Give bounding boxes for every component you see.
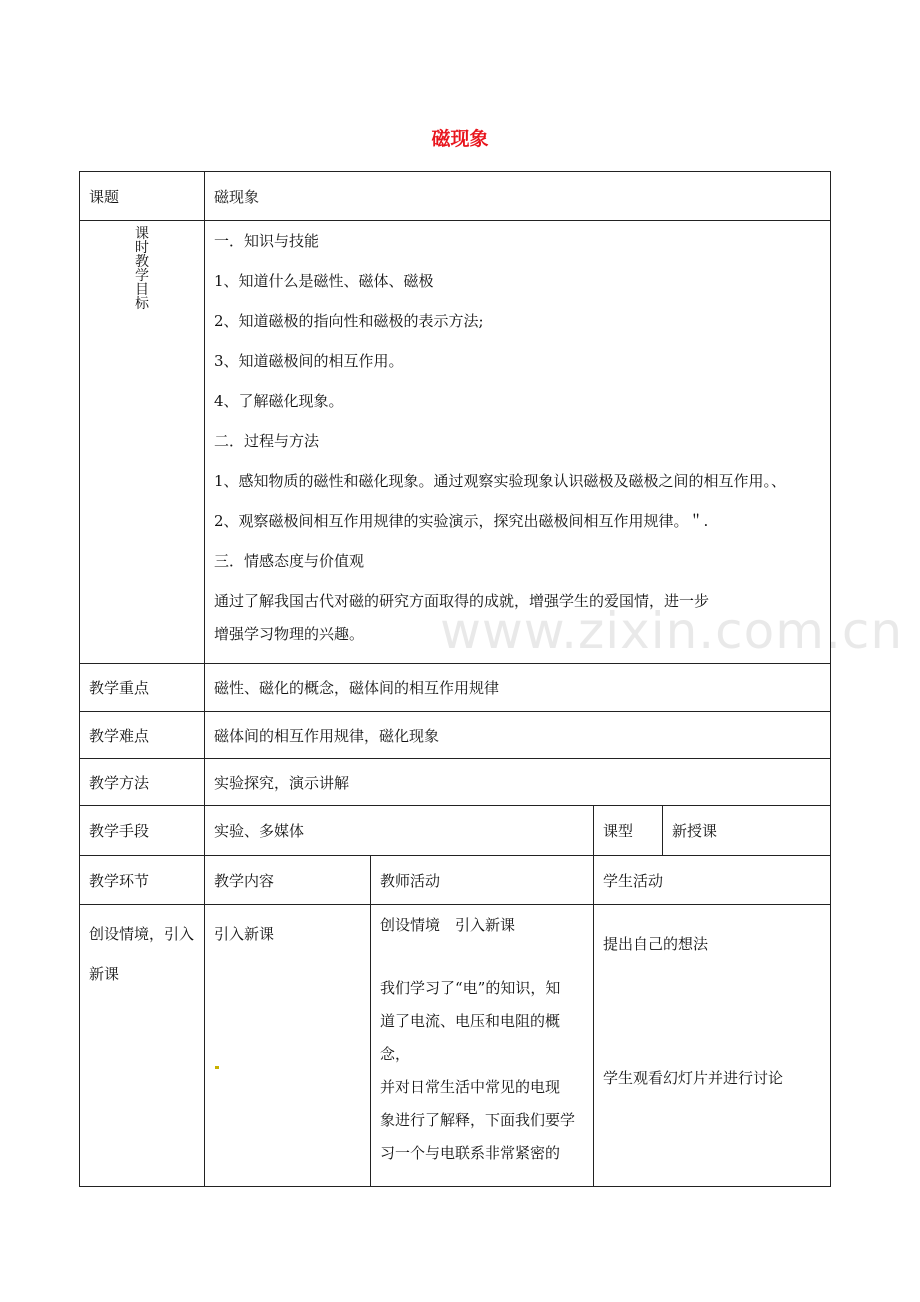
means-label: 教学手段 — [80, 806, 205, 856]
teacher-line: 并对日常生活中常见的电现 — [380, 1078, 561, 1096]
row-methods — [80, 759, 831, 806]
row-topic — [80, 172, 831, 221]
topic-label: 课题 — [80, 172, 205, 221]
key-points-value: 磁性、磁化的概念，磁体间的相互作用规律 — [205, 664, 831, 712]
difficulties-label: 教学难点 — [80, 712, 205, 759]
row-header — [80, 856, 831, 905]
objective-line: 1、感知物质的磁性和磁化现象。通过观察实验现象认识磁极及磁极之间的相互作用。、 — [214, 472, 787, 490]
row-stage1 — [80, 905, 831, 1187]
objective-line: 2、观察磁极间相互作用规律的实验演示，探究出磁极间相互作用规律。＂. — [214, 512, 709, 530]
difficulties-value: 磁体间的相互作用规律，磁化现象 — [205, 712, 831, 759]
objectives-label: 课时教学目标 — [135, 226, 149, 312]
teacher-line: 我们学习了“电”的知识，知 — [380, 979, 561, 997]
header-content: 教学内容 — [205, 856, 371, 905]
topic-value: 磁现象 — [205, 172, 831, 221]
header-stage: 教学环节 — [80, 856, 205, 905]
header-student: 学生活动 — [594, 856, 831, 905]
objective-line: 通过了解我国古代对磁的研究方面取得的成就，增强学生的爱国情，进一步 — [214, 592, 710, 610]
stage1-content-cell — [205, 905, 371, 1187]
stage1-content: 引入新课 — [214, 925, 275, 943]
teacher-line: 象进行了解释，下面我们要学 — [380, 1111, 576, 1129]
mark-dot — [215, 1066, 219, 1069]
row-objectives — [80, 221, 831, 664]
objective-line: 三．情感态度与价值观 — [214, 552, 365, 570]
lesson-type-value: 新授课 — [663, 806, 831, 856]
row-means — [80, 806, 831, 856]
objective-line: 增强学习物理的兴趣。 — [214, 625, 365, 643]
objectives-cell — [205, 221, 831, 664]
objective-line: 二．过程与方法 — [214, 432, 320, 450]
row-difficulties — [80, 712, 831, 759]
row-key-points — [80, 664, 831, 712]
objective-line: 1、知道什么是磁性、磁体、磁极 — [214, 272, 434, 290]
page-title: 磁现象 — [431, 128, 489, 150]
stage1-teacher-cell — [371, 905, 594, 1187]
stage1-stage: 创设情境，引入新课 — [80, 905, 205, 1187]
lesson-type-label: 课型 — [594, 806, 663, 856]
teacher-title: 创设情境 引入新课 — [380, 916, 516, 934]
watermark: www.zixin.com.cn — [440, 602, 904, 660]
stage1-student-cell — [594, 905, 831, 1187]
objective-line: 2、知道磁极的指向性和磁极的表示方法; — [214, 312, 484, 330]
student-activity-2: 学生观看幻灯片并进行讨论 — [603, 1069, 784, 1087]
teacher-line: 道了电流、电压和电阻的概念， — [380, 1012, 561, 1063]
objective-line: 4、了解磁化现象。 — [214, 392, 344, 410]
teacher-line: 习一个与电联系非常紧密的 — [380, 1144, 561, 1162]
methods-label: 教学方法 — [80, 759, 205, 806]
objective-line: 3、知道磁极间的相互作用。 — [214, 352, 404, 370]
header-teacher: 教师活动 — [371, 856, 594, 905]
methods-value: 实验探究，演示讲解 — [205, 759, 831, 806]
objectives-label-cell — [80, 221, 205, 664]
means-value: 实验、多媒体 — [205, 806, 594, 856]
key-points-label: 教学重点 — [80, 664, 205, 712]
objective-line: 一．知识与技能 — [214, 232, 320, 250]
lesson-plan-table — [79, 171, 831, 1187]
student-activity-1: 提出自己的想法 — [603, 935, 709, 953]
